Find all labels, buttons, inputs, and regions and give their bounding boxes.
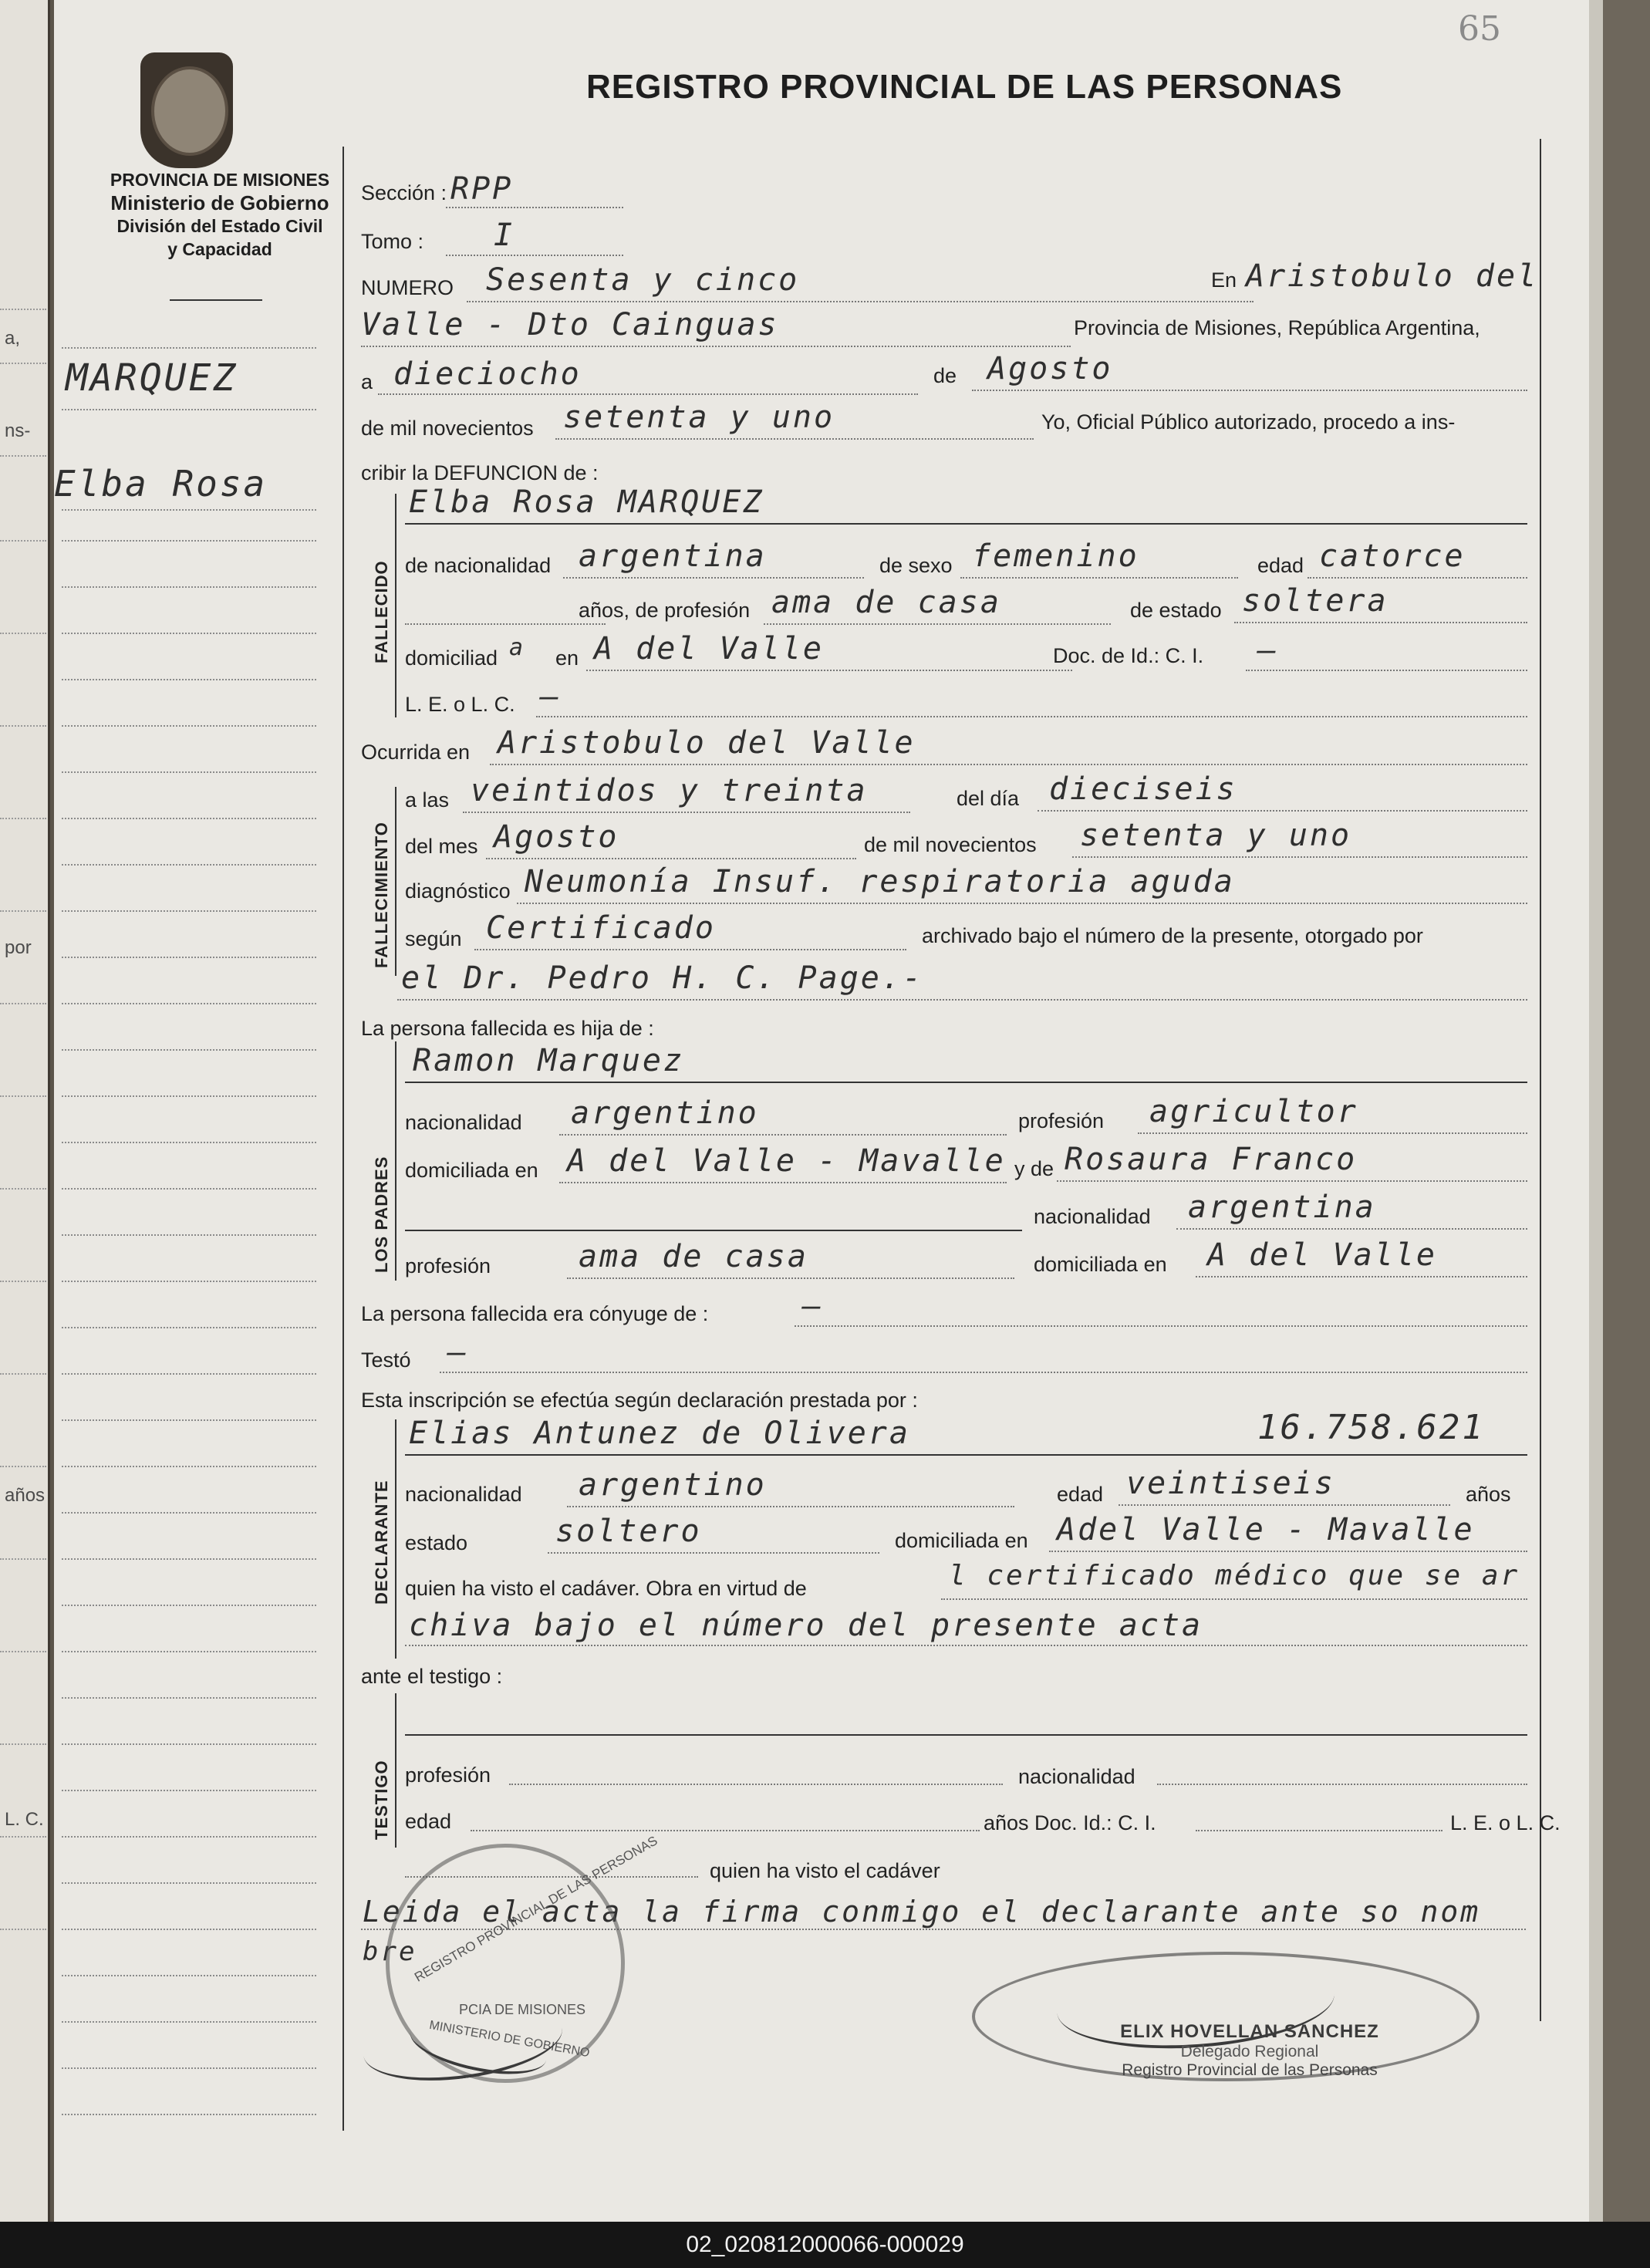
fallecimiento-mes: Agosto (494, 819, 619, 855)
book-binding-edge (1589, 0, 1650, 2222)
declarante-documento: 16.758.621 (1257, 1408, 1485, 1447)
seccion-value: RPP (450, 171, 514, 207)
padre-domicilio-label: domiciliada en (405, 1159, 538, 1182)
testo-value: — (447, 1335, 469, 1370)
fallecimiento-segun: Certificado (486, 910, 716, 946)
page-number: 65 (1458, 9, 1501, 49)
cierre-leida-2: bre (363, 1936, 417, 1967)
death-certificate-sheet (54, 0, 1589, 2222)
prev-fragment: a, (5, 328, 21, 349)
section-fallecimiento: FALLECIMIENTO (372, 822, 391, 968)
archivado-text: archivado bajo el número de la presente, otorgado por (922, 924, 1423, 947)
document-title: REGISTRO PROVINCIAL DE LAS PERSONAS (586, 68, 1343, 106)
diagnostico-label: diagnóstico (405, 879, 511, 903)
lugar-line-2: Valle - Dto Cainguas (361, 307, 779, 343)
lugar-line-1: Aristobulo del (1246, 258, 1539, 294)
declarante-cadaver-text: quien ha visto el cadáver. Obra en virtud de (405, 1577, 807, 1600)
madre-nacionalidad: argentina (1188, 1190, 1376, 1225)
testigo-le-label: L. E. o L. C. (1450, 1811, 1561, 1834)
inscribir-text: cribir la DEFUNCION de : (361, 461, 599, 484)
prev-fragment: por (5, 937, 32, 958)
dia-label: del día (957, 787, 1020, 810)
declarante-estado-label: estado (405, 1531, 468, 1554)
numero-value: Sesenta y cinco (486, 262, 800, 298)
conyuge-label: La persona fallecida era cónyuge de : (361, 1302, 709, 1325)
section-fallecido: FALLECIDO (372, 560, 391, 663)
en-label: en (555, 646, 579, 670)
oficial-text: Yo, Oficial Público autorizado, procedo a ins- (1041, 410, 1456, 434)
hora-label: a las (405, 788, 450, 812)
hija-label: La persona fallecida es hija de : (361, 1017, 654, 1040)
seal-text-1: REGISTRO PROVINCIAL DE LAS PERSONAS (412, 1833, 660, 1985)
padre-domicilio: A del Valle - Mavalle (567, 1143, 1006, 1179)
ministry-name: Ministerio de Gobierno (110, 191, 329, 214)
division-name-2: y Capacidad (167, 239, 272, 259)
fallecimiento-lugar: Aristobulo del Valle (498, 725, 916, 761)
anios-profesion-label: años, de profesión (579, 599, 751, 622)
declarante-obra-2: chiva bajo el número del presente acta (409, 1608, 1203, 1643)
fallecido-le: — (540, 679, 562, 714)
fallecido-sexo: femenino (972, 538, 1139, 574)
declarante-domicilio: Adel Valle - Mavalle (1057, 1512, 1475, 1547)
anio-registro: setenta y uno (563, 400, 835, 435)
madre-profesion-label: profesión (405, 1254, 491, 1277)
official-signature-block (1049, 2021, 1450, 2080)
padre-nacionalidad: argentino (571, 1095, 759, 1131)
madre-nacionalidad-label: nacionalidad (1034, 1205, 1151, 1228)
fallecido-edad: catorce (1319, 538, 1466, 574)
sexo-label: de sexo (879, 554, 953, 577)
mes-registro: Agosto (987, 351, 1113, 386)
mil-label: de mil novecientos (361, 417, 534, 440)
margin-surname: MARQUEZ (66, 356, 238, 400)
fallecimiento-hora: veintidos y treinta (471, 773, 868, 808)
provincia-text: Provincia de Misiones, República Argentina, (1074, 316, 1480, 339)
numero-label: NUMERO (361, 276, 454, 299)
declarante-domicilio-label: domiciliada en (895, 1529, 1028, 1552)
fallecido-domicilio: A del Valle (594, 631, 824, 667)
declarante-anios-label: años (1466, 1483, 1511, 1506)
padre-nacionalidad-label: nacionalidad (405, 1111, 522, 1134)
madre-profesion: ama de casa (579, 1239, 808, 1274)
fallecimiento-anio: setenta y uno (1080, 818, 1352, 853)
domiciliado-suffix: a (509, 634, 526, 661)
testo-label: Testó (361, 1348, 411, 1372)
division-name: División del Estado Civil (116, 216, 323, 236)
prev-fragment: L. C. (5, 1809, 44, 1830)
declarante-obra-1: l certificado médico que se ar (949, 1560, 1520, 1591)
province-name: PROVINCIA DE MISIONES (110, 170, 330, 190)
testigo-profesion-label: profesión (405, 1763, 491, 1787)
declarante-edad: veintiseis (1126, 1466, 1335, 1501)
madre-domicilio: A del Valle (1207, 1237, 1437, 1273)
fallecido-nombre: Elba Rosa MARQUEZ (409, 484, 764, 520)
padre-nombre: Ramon Marquez (413, 1043, 685, 1078)
fallecimiento-diagnostico: Neumonía Insuf. respiratoria aguda (525, 864, 1235, 899)
fallecido-estado: soltera (1242, 583, 1388, 619)
padre-profesion-label: profesión (1018, 1109, 1105, 1132)
conyuge-value: — (802, 1288, 824, 1324)
fallecido-doc: — (1257, 633, 1279, 668)
prev-fragment: años (5, 1485, 46, 1506)
official-organization: Registro Provincial de las Personas (1122, 2061, 1378, 2079)
declarante-edad-label: edad (1057, 1483, 1104, 1506)
padre-profesion: agricultor (1149, 1094, 1358, 1129)
mes-label: del mes (405, 835, 478, 858)
section-testigo: TESTIGO (372, 1760, 391, 1840)
nacionalidad-label: de nacionalidad (405, 554, 552, 577)
fallecimiento-medico: el Dr. Pedro H. C. Page.- (401, 960, 924, 996)
tomo-label: Tomo : (361, 230, 424, 253)
doc-label: Doc. de Id.: C. I. (1053, 644, 1204, 667)
testigo-edad-label: edad (405, 1810, 452, 1833)
en-label: En (1211, 268, 1237, 292)
testigo-nacionalidad-label: nacionalidad (1018, 1765, 1135, 1788)
seccion-label: Sección : (361, 181, 447, 204)
mil-label: de mil novecientos (864, 833, 1037, 856)
estado-label: de estado (1130, 599, 1222, 622)
section-padres: LOS PADRES (372, 1156, 391, 1273)
official-name: ELIX HOVELLAN SANCHEZ (1120, 2021, 1379, 2042)
declarante-nombre: Elias Antunez de Olivera (409, 1416, 910, 1451)
declarante-estado: soltero (555, 1514, 702, 1549)
edad-label: edad (1257, 554, 1304, 577)
declarante-nacionalidad-label: nacionalidad (405, 1483, 522, 1506)
segun-label: según (405, 927, 462, 950)
testigo-cadaver-text: quien ha visto el cadáver (710, 1859, 940, 1882)
declaracion-label: Esta inscripción se efectúa según declaración prestada por : (361, 1389, 918, 1412)
fallecimiento-dia: dieciseis (1049, 771, 1237, 807)
de-label: de (933, 364, 957, 387)
tomo-value: I (494, 218, 515, 253)
ocurrida-label: Ocurrida en (361, 741, 471, 764)
dia-registro: dieciocho (393, 356, 582, 392)
testigo-anios-doc-label: años Doc. Id.: C. I. (984, 1811, 1156, 1834)
cierre-leida-1: Leida el acta la firma conmigo el declarante ante so nom (363, 1895, 1481, 1929)
section-declarante: DECLARANTE (372, 1480, 391, 1605)
domiciliado-label: domiciliad (405, 646, 498, 670)
seal-text-2: PCIA DE MISIONES (459, 2002, 586, 2017)
le-label: L. E. o L. C. (405, 693, 515, 716)
previous-page-edge (0, 0, 50, 2222)
official-role: Delegado Regional (1180, 2043, 1319, 2060)
y-de-label: y de (1014, 1157, 1054, 1180)
madre-domicilio-label: domiciliada en (1034, 1253, 1167, 1276)
fallecido-profesion: ama de casa (771, 585, 1001, 620)
madre-nombre: Rosaura Franco (1065, 1142, 1358, 1177)
prev-fragment: ns- (5, 420, 31, 441)
margin-given-names: Elba Rosa (54, 463, 268, 505)
coat-of-arms-icon (140, 52, 233, 168)
document-id-footer: 02_020812000066-000029 (0, 2222, 1650, 2268)
header-left (69, 168, 370, 261)
a-label: a (361, 370, 373, 393)
seal-text-3: MINISTERIO DE GOBIERNO (428, 2018, 591, 2060)
fallecido-nacionalidad: argentina (579, 538, 767, 574)
testigo-ante-label: ante el testigo : (361, 1665, 503, 1688)
declarante-nacionalidad: argentino (579, 1467, 767, 1503)
